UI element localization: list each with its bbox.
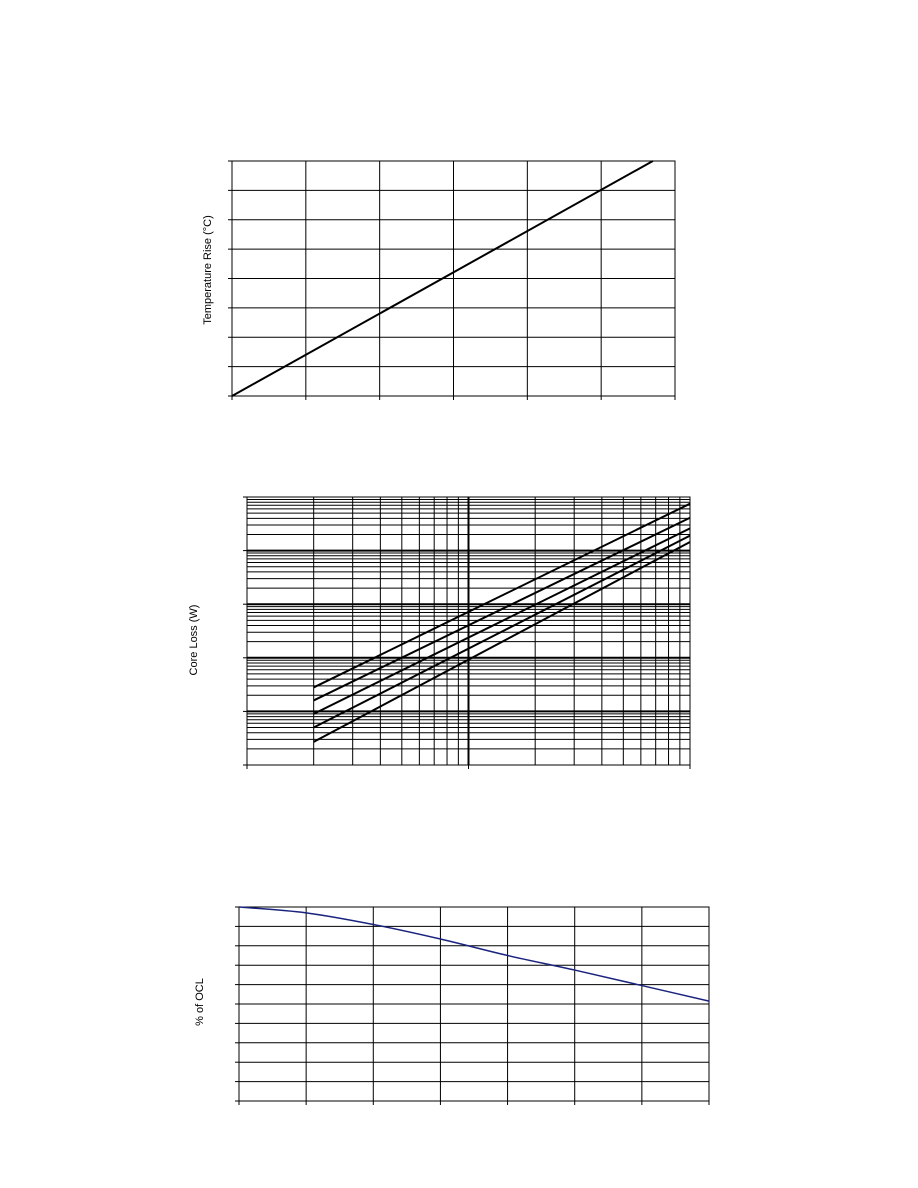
core-loss-ylabel: Core Loss (W)	[188, 604, 200, 676]
ocl-ylabel: % of OCL	[194, 978, 206, 1026]
temperature-rise-ylabel: Temperature Rise (°C)	[202, 215, 214, 325]
core-loss-series-line-4	[314, 536, 690, 728]
ocl-series-line	[239, 907, 709, 1001]
